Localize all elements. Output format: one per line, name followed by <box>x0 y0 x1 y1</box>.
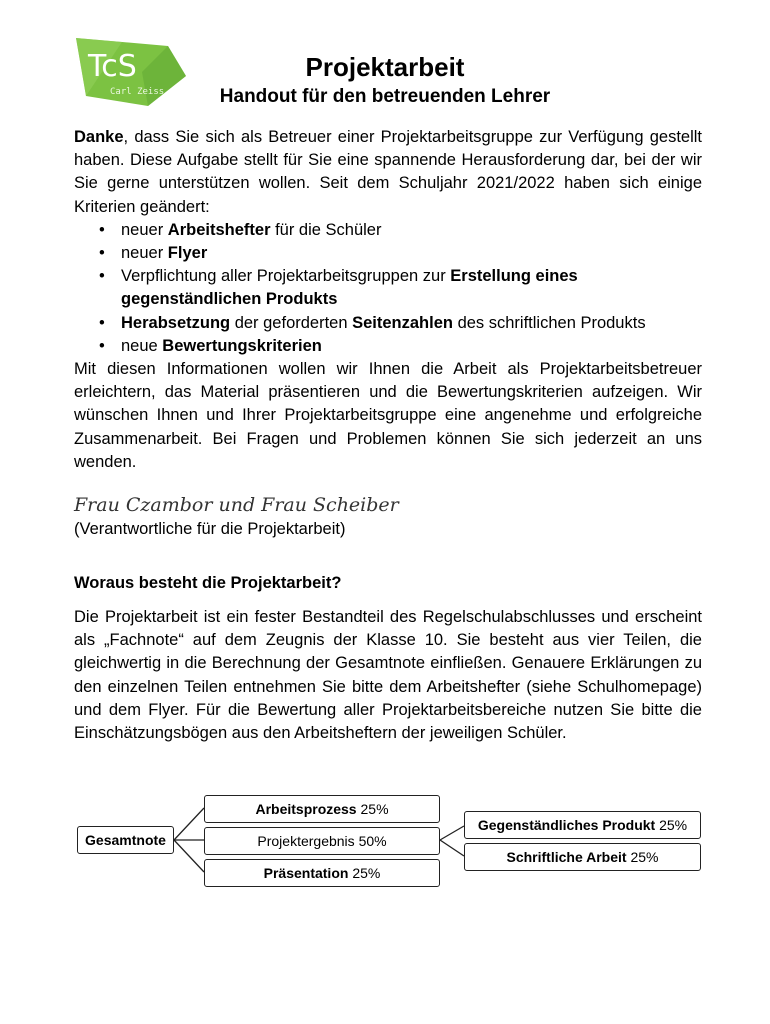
page-subtitle: Handout für den betreuenden Lehrer <box>219 86 551 107</box>
list-item: • Herabsetzung der geforderten Seitenzahlen des schriftlichen Produkts <box>121 312 702 335</box>
closing-paragraph: Mit diesen Informationen wollen wir Ihnen die Arbeit als Projektarbeitsbetreuer erleichtern, das Material präsentieren und die Bewertungskriterien aufzeigen. Wir wünschen Ihnen und Ihrer Projektarbeitsgruppe eine angenehme und erfolgreiche Zusammenarbeit. Bei Fragen und Problemen können Sie sich jederzeit an uns wenden. <box>74 360 702 471</box>
intro-section <box>74 126 702 474</box>
list-item: • Verpflichtung aller Projektarbeitsgruppen zur Erstellung eines gegenständlichen Produkts <box>121 265 702 311</box>
node-gesamtnote: Gesamtnote <box>77 826 174 854</box>
list-item: • neuer Arbeitshefter für die Schüler <box>121 219 702 242</box>
node-gegenstaendliches-produkt: Gegenständliches Produkt 25% <box>464 811 701 839</box>
section-paragraph: Die Projektarbeit ist ein fester Bestandteil des Regelschulabschlusses und erscheint als „Fachnote“ auf dem Zeugnis der Klasse 10. Sie besteht aus vier Teilen, die gleichwertig in die Berechnung der Gesamtnote einfließen. Genauere Erklärungen zu den einzelnen Teilen entnehmen Sie bitte dem Arbeitshefter (siehe Schulhomepage) und dem Flyer. Für die Bewertung aller Projektarbeitsbereiche nutzen Sie bitte die Einschätzungsbögen aus den Arbeitsheftern der jeweiligen Schüler. <box>74 608 702 743</box>
node-projektergebnis: Projektergebnis 50% <box>204 827 440 855</box>
node-praesentation: Präsentation 25% <box>204 859 440 887</box>
signature-names: Frau Czambor und Frau Scheiber <box>74 494 399 516</box>
page-title: Projektarbeit <box>305 52 465 82</box>
intro-text: , dass Sie sich als Betreuer einer Projektarbeitsgruppe zur Verfügung gestellt haben. Diese Aufgabe stellt für Sie eine spannende Herausforderung dar, bei der wir Sie gerne unterstützen wollen. Seit dem Schuljahr 2021/2022 haben sich einige Kriterien geändert: <box>74 128 702 216</box>
node-arbeitsprozess: Arbeitsprozess 25% <box>204 795 440 823</box>
list-item: • neuer Flyer <box>121 242 702 265</box>
node-schriftliche-arbeit: Schriftliche Arbeit 25% <box>464 843 701 871</box>
logo-subtext: Carl Zeiss <box>110 87 165 97</box>
signature-role: (Verantwortliche für die Projektarbeit) <box>74 520 346 538</box>
intro-paragraph <box>74 126 702 219</box>
list-item: • neue Bewertungskriterien <box>121 335 702 358</box>
logo-text: TcS <box>88 49 137 84</box>
section-heading: Woraus besteht die Projektarbeit? <box>74 574 342 592</box>
criteria-list <box>74 219 702 358</box>
intro-lead: Danke <box>74 128 124 146</box>
